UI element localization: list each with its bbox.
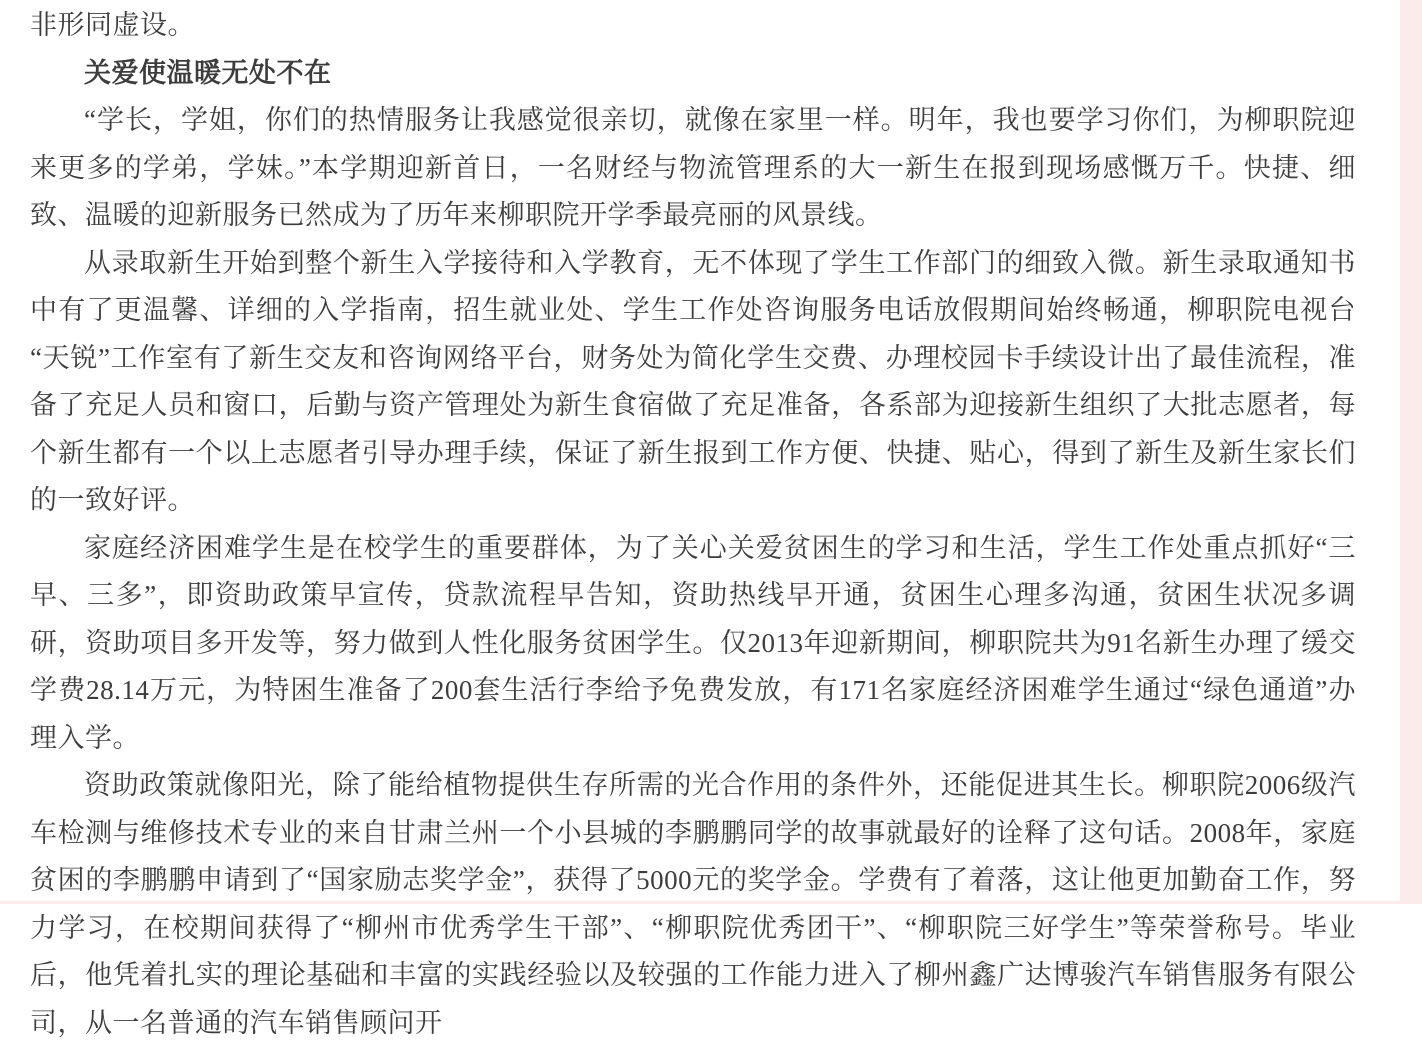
paragraph: 从录取新生开始到整个新生入学接待和入学教育，无不体现了学生工作部门的细致入微。新生录取通知书中有了更温馨、详细的入学指南，招生就业处、学生工作处咨询服务电话放假期间始终畅通，柳职院电视台“天锐”工作室有了新生交友和咨询网络平台，财务处为简化学生交费、办理校园卡手续设计出了最佳流程，准备了充足人员和窗口，后勤与资产管理处为新生食宿做了充足准备，各系部为迎接新生组织了大批志愿者，每个新生都有一个以上志愿者引导办理手续，保证了新生报到工作方便、快捷、贴心，得到了新生及新生家长们的一致好评。 <box>30 240 1356 525</box>
paragraph: “学长，学姐，你们的热情服务让我感觉很亲切，就像在家里一样。明年，我也要学习你们，为柳职院迎来更多的学弟，学妹。”本学期迎新首日，一名财经与物流管理系的大一新生在报到现场感慨万千。快捷、细致、温暖的迎新服务已然成为了历年来柳职院开学季最亮丽的风景线。 <box>30 97 1356 240</box>
paragraph-continuation: 非形同虚设。 <box>30 2 1356 50</box>
paragraph: 资助政策就像阳光，除了能给植物提供生存所需的光合作用的条件外，还能促进其生长。柳职院2006级汽车检测与维修技术专业的来自甘肃兰州一个小县城的李鹏鹏同学的故事就最好的诠释了这句话。2008年，家庭贫困的李鹏鹏申请到了“国家励志奖学金”，获得了5000元的奖学金。学费有了着落，这让他更加勤奋工作，努力学习，在校期间获得了“柳州市优秀学生干部”、“柳职院优秀团干”、“柳职院三好学生”等荣誉称号。毕业后，他凭着扎实的理论基础和丰富的实践经验以及较强的工作能力进入了柳州鑫广达博骏汽车销售服务有限公司，从一名普通的汽车销售顾问开 <box>30 762 1356 1047</box>
paragraph: 家庭经济困难学生是在校学生的重要群体，为了关心关爱贫困生的学习和生活，学生工作处重点抓好“三早、三多”，即资助政策早宣传，贷款流程早告知，资助热线早开通，贫困生心理多沟通，贫困生状况多调研，资助项目多开发等，努力做到人性化服务贫困学生。仅2013年迎新期间，柳职院共为91名新生办理了缓交学费28.14万元，为特困生准备了200套生活行李给予免费发放，有171名家庭经济困难学生通过“绿色通道”办理入学。 <box>30 525 1356 763</box>
section-heading: 关爱使温暖无处不在 <box>30 50 1356 98</box>
page-right-margin-band <box>1400 0 1422 904</box>
